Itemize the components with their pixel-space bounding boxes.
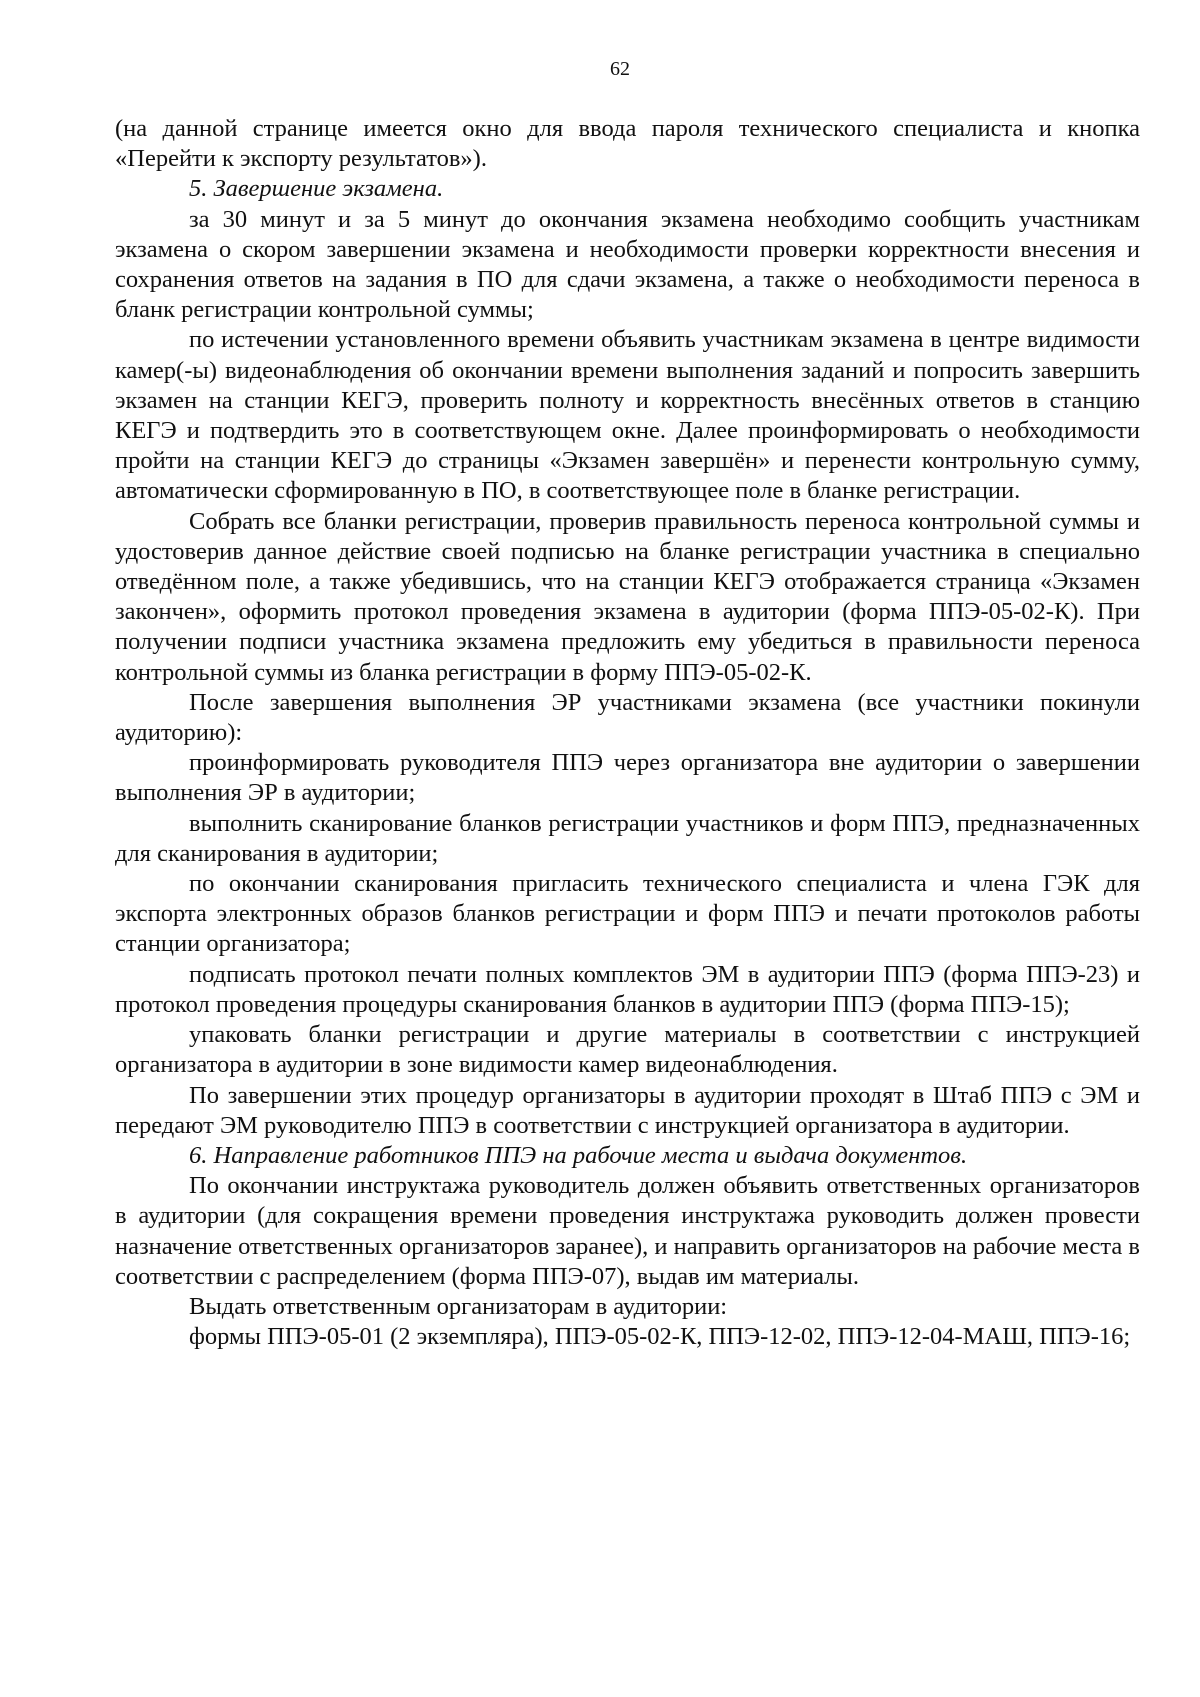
paragraph-time-warning: за 30 минут и за 5 минут до окончания экзамена необходимо сообщить участникам экзамена о скором завершении экзамена и необходимости проверки корректности внесения и сохранения ответов на задания в ПО для сдачи экзамена, а также о необходимости переноса в бланк регистрации контрольной суммы; [115, 205, 1140, 324]
paragraph-export-window-note: (на данной странице имеется окно для ввода пароля технического специалиста и кнопка «Перейти к экспорту результатов»). [115, 115, 1140, 173]
paragraph-invite-specialist: по окончании сканирования пригласить технического специалиста и члена ГЭК для экспорта электронных образов бланков регистрации и форм ППЭ и печати протоколов работы станции организатора; [115, 870, 1140, 958]
page-number: 62 [610, 58, 630, 80]
paragraph-sign-protocol: подписать протокол печати полных комплектов ЭМ в аудитории ППЭ (форма ППЭ-23) и протокол проведения процедуры сканирования бланков в аудитории ППЭ (форма ППЭ-15); [115, 960, 1140, 1018]
paragraph-after-briefing: По окончании инструктажа руководитель должен объявить ответственных организаторов в аудитории (для сокращения времени проведения инструктажа руководить должен провести назначение ответственных организаторов заранее), и направить организаторов на рабочие места в соответствии с распределением (форма ППЭ-07), выдав им материалы. [115, 1172, 1140, 1290]
paragraph-forms-list: формы ППЭ-05-01 (2 экземпляра), ППЭ-05-02-К, ППЭ-12-02, ППЭ-12-04-МАШ, ППЭ-16; [189, 1323, 1131, 1351]
paragraph-scan-forms: выполнить сканирование бланков регистрации участников и форм ППЭ, предназначенных для сканирования в аудитории; [115, 809, 1140, 867]
paragraph-time-expiry: по истечении установленного времени объявить участникам экзамена в центре видимости камер(-ы) видеонаблюдения об окончании времени выполнения заданий и попросить завершить экзамен на станции КЕГЭ, проверить полноту и корректность внесённых ответов в станцию КЕГЭ и подтвердить это в соответствующем окне. Далее проинформировать о необходимости пройти на станции КЕГЭ до страницы «Экзамен завершён» и перенести контрольную сумму, автоматически сформированную в ПО, в соответствующее поле в бланке регистрации. [115, 326, 1140, 505]
section-heading-exam-completion: 5. Завершение экзамена. [189, 175, 444, 203]
paragraph-inform-head: проинформировать руководителя ППЭ через организатора вне аудитории о завершении выполнения ЭР в аудитории; [115, 749, 1140, 807]
paragraph-issue-to-organizers: Выдать ответственным организаторам в аудитории: [189, 1292, 728, 1320]
paragraph-pack-forms: упаковать бланки регистрации и другие материалы в соответствии с инструкцией организатора в аудитории в зоне видимости камер видеонаблюдения. [115, 1021, 1140, 1079]
paragraph-go-to-hq: По завершении этих процедур организаторы в аудитории проходят в Штаб ППЭ с ЭМ и передают ЭМ руководителю ППЭ в соответствии с инструкцией организатора в аудитории. [115, 1081, 1140, 1139]
paragraph-after-completion: После завершения выполнения ЭР участниками экзамена (все участники покинули аудиторию): [115, 688, 1140, 747]
section-heading-workplaces: 6. Направление работников ППЭ на рабочие места и выдача документов. [189, 1141, 968, 1169]
document-body [115, 114, 1140, 1352]
paragraph-collect-forms: Собрать все бланки регистрации, проверив правильность переноса контрольной суммы и удостоверив данное действие своей подписью на бланке регистрации участника в специально отведённом поле, а также убедившись, что на станции КЕГЭ отображается страница «Экзамен закончен», оформить протокол проведения экзамена в аудитории (форма ППЭ-05-02-К). При получении подписи участника экзамена предложить ему убедиться в правильности переноса контрольной суммы из бланка регистрации в форму ППЭ-05-02-К. [115, 507, 1140, 686]
